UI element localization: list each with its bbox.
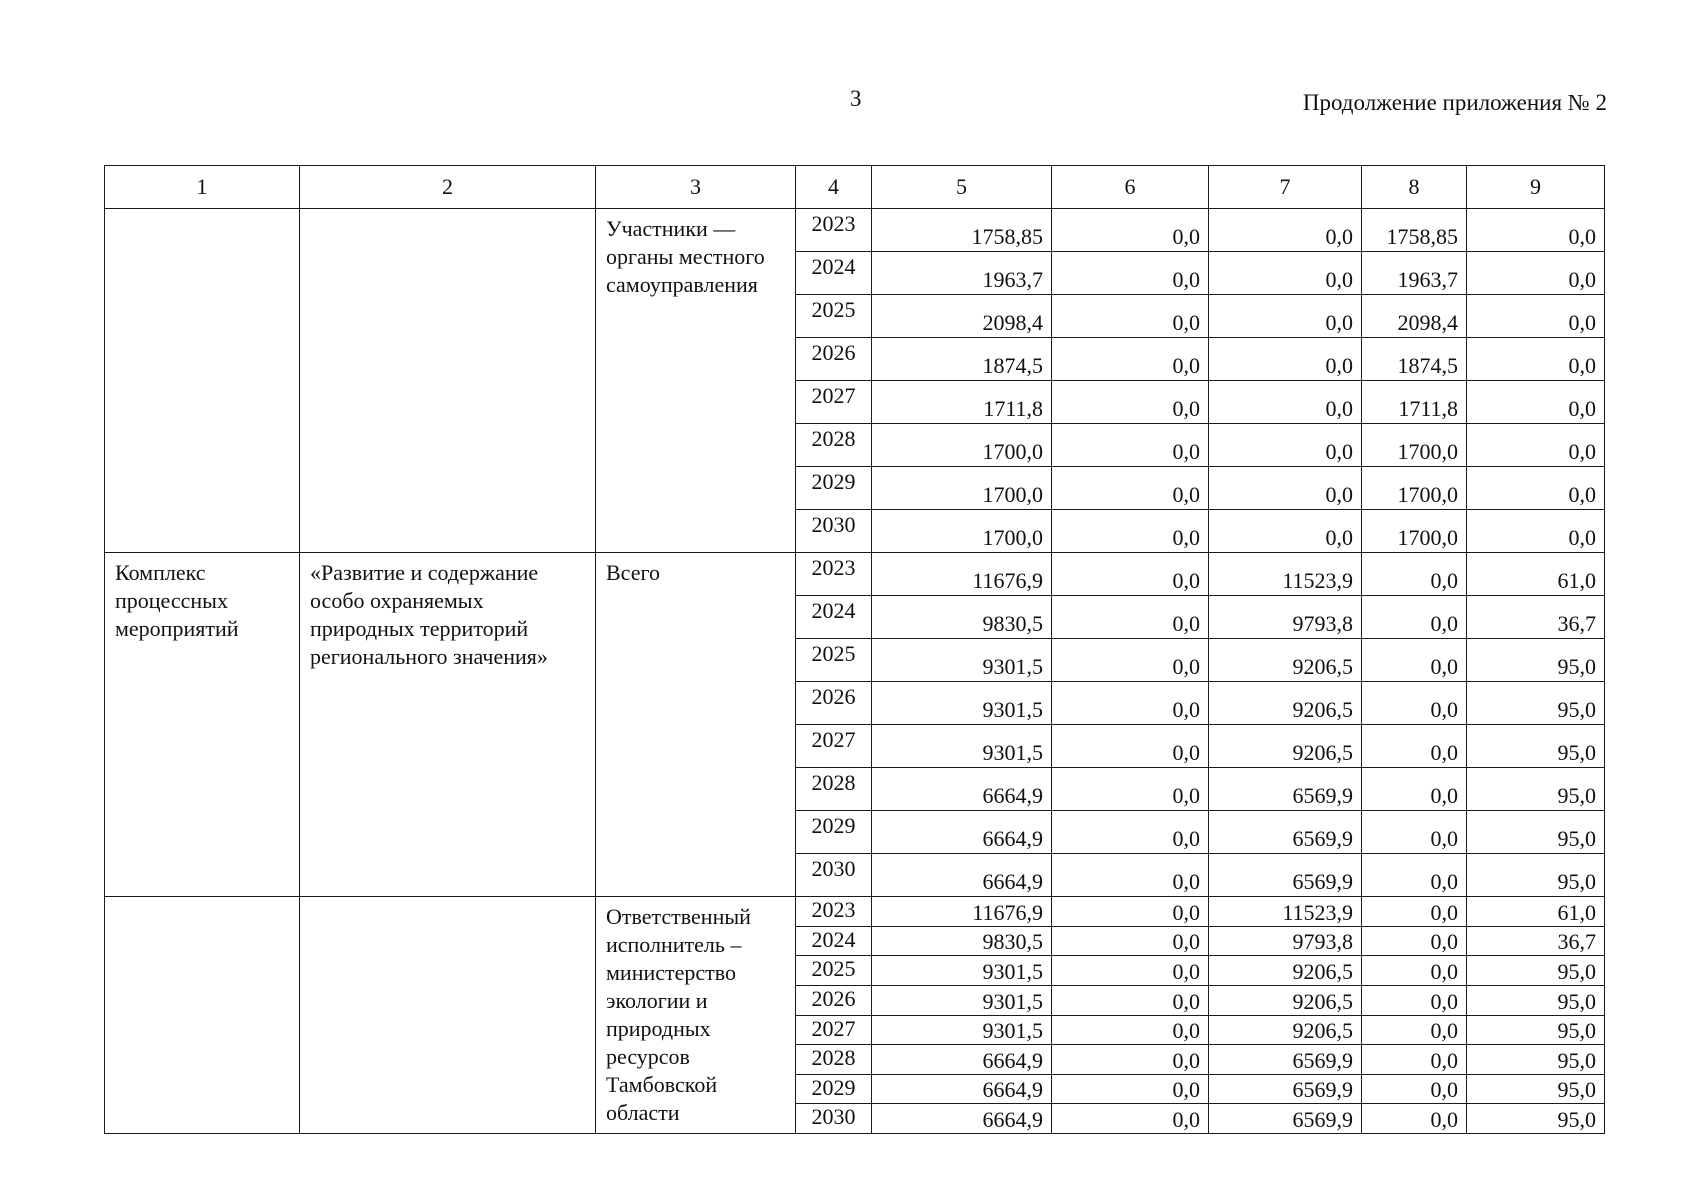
value-cell-col7: 0,0 [1209, 209, 1362, 252]
value-cell-col6: 0,0 [1052, 926, 1209, 956]
table-row [105, 897, 1605, 927]
value-cell-col9: 0,0 [1467, 338, 1605, 381]
year-cell: 2028 [796, 424, 872, 467]
value-cell-col6: 0,0 [1052, 1045, 1209, 1075]
value-cell-col6: 0,0 [1052, 338, 1209, 381]
value-cell-col7: 6569,9 [1209, 854, 1362, 897]
year-cell: 2030 [796, 1104, 872, 1134]
year-cell: 2027 [796, 1015, 872, 1045]
column-header: 6 [1052, 166, 1209, 209]
value-cell-col7: 9206,5 [1209, 725, 1362, 768]
year-cell: 2028 [796, 768, 872, 811]
value-cell-col6: 0,0 [1052, 596, 1209, 639]
value-cell-col6: 0,0 [1052, 209, 1209, 252]
group-participant-cell: Участники — органы местного самоуправления [596, 209, 796, 553]
value-cell-col8: 0,0 [1362, 1074, 1467, 1104]
value-cell-col5: 1963,7 [872, 252, 1052, 295]
value-cell-col5: 6664,9 [872, 811, 1052, 854]
value-cell-col7: 9206,5 [1209, 1015, 1362, 1045]
value-cell-col6: 0,0 [1052, 252, 1209, 295]
year-cell: 2030 [796, 510, 872, 553]
value-cell-col7: 0,0 [1209, 338, 1362, 381]
value-cell-col5: 6664,9 [872, 1104, 1052, 1134]
value-cell-col9: 36,7 [1467, 926, 1605, 956]
value-cell-col9: 95,0 [1467, 1045, 1605, 1075]
year-cell: 2027 [796, 725, 872, 768]
value-cell-col8: 0,0 [1362, 926, 1467, 956]
column-header: 1 [105, 166, 300, 209]
year-cell: 2023 [796, 553, 872, 596]
year-cell: 2026 [796, 682, 872, 725]
value-cell-col7: 0,0 [1209, 295, 1362, 338]
column-header: 7 [1209, 166, 1362, 209]
year-cell: 2029 [796, 467, 872, 510]
value-cell-col8: 1963,7 [1362, 252, 1467, 295]
column-number-row [105, 166, 1605, 209]
group-type-cell [105, 897, 300, 1134]
value-cell-col7: 9206,5 [1209, 682, 1362, 725]
group-type-cell [105, 209, 300, 553]
value-cell-col7: 6569,9 [1209, 1074, 1362, 1104]
column-header: 2 [300, 166, 596, 209]
value-cell-col9: 95,0 [1467, 1074, 1605, 1104]
year-cell: 2029 [796, 1074, 872, 1104]
appendix-continuation-label: Продолжение приложения № 2 [1302, 90, 1607, 115]
value-cell-col8: 0,0 [1362, 768, 1467, 811]
value-cell-col8: 1874,5 [1362, 338, 1467, 381]
value-cell-col6: 0,0 [1052, 1104, 1209, 1134]
value-cell-col5: 6664,9 [872, 1074, 1052, 1104]
page-number: 3 [850, 86, 862, 111]
value-cell-col5: 6664,9 [872, 1045, 1052, 1075]
value-cell-col7: 6569,9 [1209, 1045, 1362, 1075]
value-cell-col9: 95,0 [1467, 639, 1605, 682]
value-cell-col6: 0,0 [1052, 639, 1209, 682]
value-cell-col5: 1700,0 [872, 424, 1052, 467]
year-cell: 2023 [796, 897, 872, 927]
value-cell-col5: 1711,8 [872, 381, 1052, 424]
value-cell-col9: 95,0 [1467, 985, 1605, 1015]
value-cell-col6: 0,0 [1052, 510, 1209, 553]
value-cell-col9: 0,0 [1467, 252, 1605, 295]
value-cell-col9: 95,0 [1467, 725, 1605, 768]
value-cell-col5: 9301,5 [872, 639, 1052, 682]
value-cell-col5: 9301,5 [872, 725, 1052, 768]
value-cell-col7: 9206,5 [1209, 956, 1362, 986]
value-cell-col8: 0,0 [1362, 956, 1467, 986]
value-cell-col7: 0,0 [1209, 424, 1362, 467]
year-cell: 2027 [796, 381, 872, 424]
value-cell-col8: 1758,85 [1362, 209, 1467, 252]
value-cell-col8: 2098,4 [1362, 295, 1467, 338]
value-cell-col9: 61,0 [1467, 897, 1605, 927]
value-cell-col7: 9793,8 [1209, 926, 1362, 956]
column-header: 5 [872, 166, 1052, 209]
group-participant-cell: Ответственный исполнитель – министерство экологии и природных ресурсов Тамбовской области [596, 897, 796, 1134]
value-cell-col5: 9830,5 [872, 926, 1052, 956]
value-cell-col6: 0,0 [1052, 1074, 1209, 1104]
value-cell-col5: 6664,9 [872, 854, 1052, 897]
value-cell-col9: 0,0 [1467, 209, 1605, 252]
column-header: 4 [796, 166, 872, 209]
value-cell-col5: 1874,5 [872, 338, 1052, 381]
year-cell: 2028 [796, 1045, 872, 1075]
value-cell-col7: 9206,5 [1209, 985, 1362, 1015]
group-title-cell [300, 897, 596, 1134]
value-cell-col8: 1711,8 [1362, 381, 1467, 424]
value-cell-col9: 95,0 [1467, 811, 1605, 854]
year-cell: 2024 [796, 252, 872, 295]
value-cell-col9: 95,0 [1467, 768, 1605, 811]
value-cell-col7: 11523,9 [1209, 897, 1362, 927]
value-cell-col5: 9301,5 [872, 956, 1052, 986]
value-cell-col9: 0,0 [1467, 510, 1605, 553]
value-cell-col5: 2098,4 [872, 295, 1052, 338]
year-cell: 2026 [796, 985, 872, 1015]
value-cell-col5: 11676,9 [872, 553, 1052, 596]
group-title-cell [300, 209, 596, 553]
value-cell-col6: 0,0 [1052, 811, 1209, 854]
value-cell-col7: 9793,8 [1209, 596, 1362, 639]
value-cell-col8: 1700,0 [1362, 467, 1467, 510]
value-cell-col8: 0,0 [1362, 1045, 1467, 1075]
value-cell-col7: 6569,9 [1209, 768, 1362, 811]
value-cell-col9: 95,0 [1467, 956, 1605, 986]
year-cell: 2026 [796, 338, 872, 381]
value-cell-col9: 61,0 [1467, 553, 1605, 596]
value-cell-col8: 0,0 [1362, 639, 1467, 682]
budget-table [104, 165, 1605, 1134]
value-cell-col9: 0,0 [1467, 467, 1605, 510]
value-cell-col8: 0,0 [1362, 682, 1467, 725]
table-row [105, 209, 1605, 252]
year-cell: 2030 [796, 854, 872, 897]
value-cell-col9: 0,0 [1467, 381, 1605, 424]
value-cell-col7: 0,0 [1209, 467, 1362, 510]
year-cell: 2024 [796, 596, 872, 639]
value-cell-col6: 0,0 [1052, 682, 1209, 725]
value-cell-col8: 1700,0 [1362, 510, 1467, 553]
value-cell-col5: 1700,0 [872, 510, 1052, 553]
value-cell-col8: 0,0 [1362, 897, 1467, 927]
value-cell-col9: 0,0 [1467, 295, 1605, 338]
value-cell-col7: 0,0 [1209, 510, 1362, 553]
value-cell-col6: 0,0 [1052, 725, 1209, 768]
value-cell-col6: 0,0 [1052, 424, 1209, 467]
value-cell-col5: 6664,9 [872, 768, 1052, 811]
column-header: 9 [1467, 166, 1605, 209]
column-header: 3 [596, 166, 796, 209]
value-cell-col7: 9206,5 [1209, 639, 1362, 682]
year-cell: 2023 [796, 209, 872, 252]
value-cell-col6: 0,0 [1052, 985, 1209, 1015]
value-cell-col7: 0,0 [1209, 381, 1362, 424]
value-cell-col6: 0,0 [1052, 897, 1209, 927]
value-cell-col9: 95,0 [1467, 1015, 1605, 1045]
table-body [105, 209, 1605, 1134]
value-cell-col6: 0,0 [1052, 1015, 1209, 1045]
value-cell-col6: 0,0 [1052, 467, 1209, 510]
year-cell: 2029 [796, 811, 872, 854]
value-cell-col8: 0,0 [1362, 1104, 1467, 1134]
value-cell-col8: 0,0 [1362, 1015, 1467, 1045]
value-cell-col5: 1700,0 [872, 467, 1052, 510]
column-header: 8 [1362, 166, 1467, 209]
value-cell-col8: 0,0 [1362, 854, 1467, 897]
value-cell-col6: 0,0 [1052, 956, 1209, 986]
value-cell-col7: 11523,9 [1209, 553, 1362, 596]
value-cell-col9: 36,7 [1467, 596, 1605, 639]
year-cell: 2025 [796, 295, 872, 338]
value-cell-col5: 1758,85 [872, 209, 1052, 252]
value-cell-col8: 1700,0 [1362, 424, 1467, 467]
value-cell-col7: 6569,9 [1209, 811, 1362, 854]
value-cell-col6: 0,0 [1052, 553, 1209, 596]
group-title-cell: «Развитие и содержание особо охраняемых природных территорий регионального значения» [300, 553, 596, 897]
value-cell-col5: 9830,5 [872, 596, 1052, 639]
year-cell: 2025 [796, 639, 872, 682]
value-cell-col9: 95,0 [1467, 1104, 1605, 1134]
value-cell-col8: 0,0 [1362, 553, 1467, 596]
value-cell-col7: 0,0 [1209, 252, 1362, 295]
group-type-cell: Комплекс процессных мероприятий [105, 553, 300, 897]
value-cell-col6: 0,0 [1052, 768, 1209, 811]
group-participant-cell: Всего [596, 553, 796, 897]
value-cell-col8: 0,0 [1362, 725, 1467, 768]
value-cell-col8: 0,0 [1362, 811, 1467, 854]
year-cell: 2024 [796, 926, 872, 956]
value-cell-col6: 0,0 [1052, 295, 1209, 338]
value-cell-col8: 0,0 [1362, 596, 1467, 639]
value-cell-col8: 0,0 [1362, 985, 1467, 1015]
year-cell: 2025 [796, 956, 872, 986]
value-cell-col6: 0,0 [1052, 854, 1209, 897]
value-cell-col6: 0,0 [1052, 381, 1209, 424]
value-cell-col5: 9301,5 [872, 682, 1052, 725]
value-cell-col5: 9301,5 [872, 985, 1052, 1015]
table-row [105, 553, 1605, 596]
value-cell-col9: 0,0 [1467, 424, 1605, 467]
value-cell-col9: 95,0 [1467, 682, 1605, 725]
value-cell-col9: 95,0 [1467, 854, 1605, 897]
value-cell-col7: 6569,9 [1209, 1104, 1362, 1134]
value-cell-col5: 9301,5 [872, 1015, 1052, 1045]
value-cell-col5: 11676,9 [872, 897, 1052, 927]
